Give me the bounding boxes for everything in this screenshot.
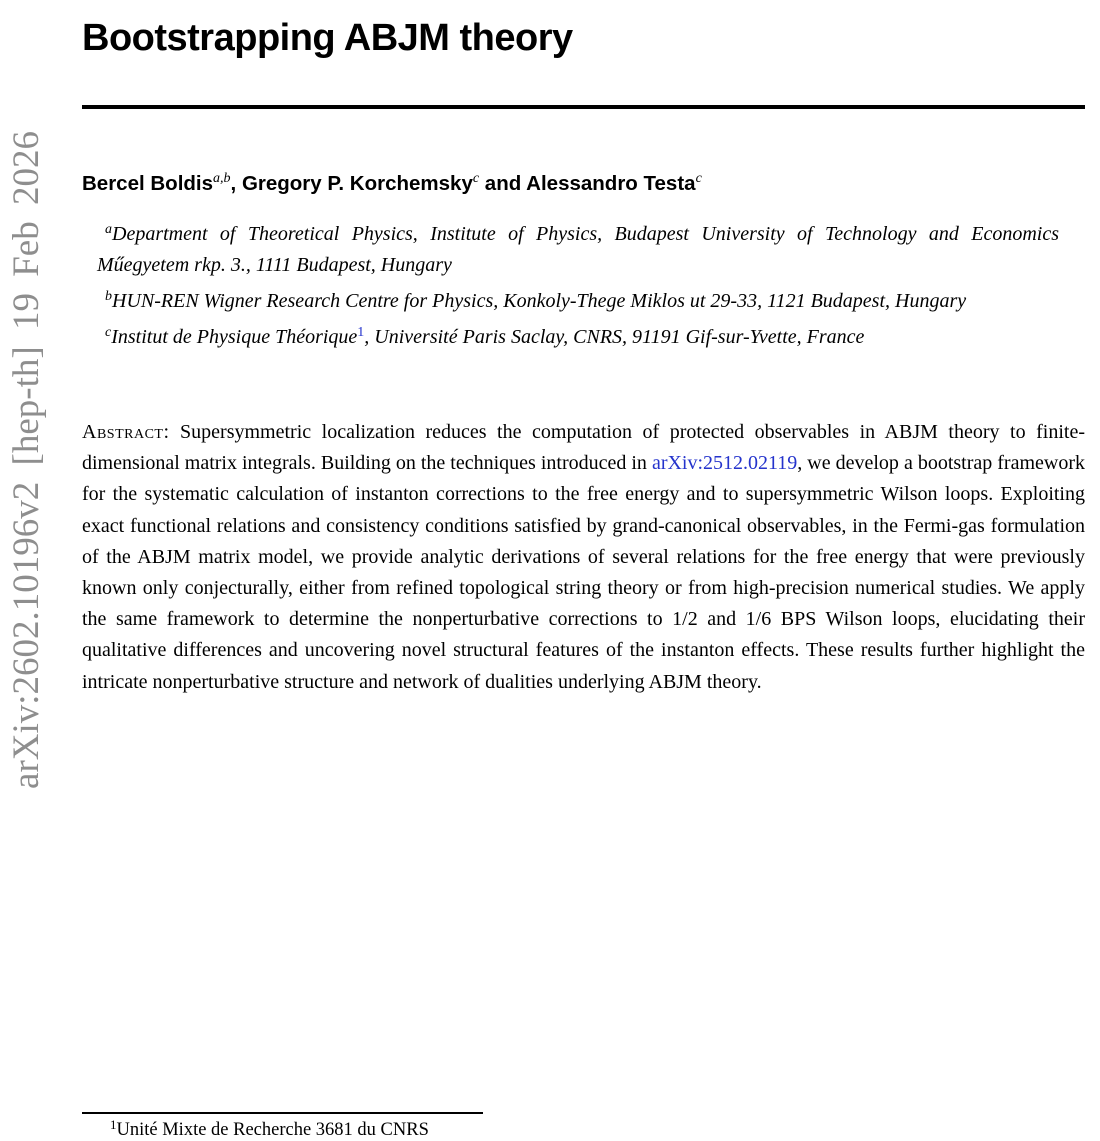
affiliation-text-a: Department of Theoretical Physics, Institute of Physics, Budapest University of Technology and Economics Műegyetem rkp. 3., 1111 Budapest, Hungary [97, 223, 1059, 276]
affiliation-text-c-after: , Université Paris Saclay, CNRS, 91191 Gif-sur-Yvette, France [364, 326, 865, 348]
author-line [82, 171, 702, 196]
author-name-2: Gregory P. Korchemsky [241, 172, 473, 195]
arxiv-watermark: arXiv:2602.10196v2 [hep-th] 19 Feb 2026 [6, 131, 47, 789]
affiliation-marker-c: c [105, 325, 112, 340]
paper-title: Bootstrapping ABJM theory [82, 17, 573, 60]
author-affil-sup-2: c [472, 171, 480, 186]
affiliation-list [97, 214, 1059, 353]
author-separator-1: , [230, 172, 242, 195]
author-affil-sup-3: c [695, 171, 702, 186]
abstract-paragraph [82, 417, 1085, 698]
author-separator-2: and [479, 172, 527, 195]
affiliation-c [97, 317, 1059, 353]
affiliation-b [97, 281, 1059, 317]
title-rule [82, 105, 1085, 109]
author-name-3: Alessandro Testa [526, 172, 696, 195]
affiliation-marker-a: a [105, 222, 112, 237]
footnote-marker: 1 [110, 1117, 117, 1132]
affiliation-text-b: HUN-REN Wigner Research Centre for Physics, Konkoly-Thege Miklos ut 29-33, 1121 Budapest, Hungary [112, 290, 967, 312]
author-affil-sup-1: a,b [213, 171, 231, 186]
affiliation-marker-b: b [105, 289, 112, 304]
abstract-text-before-link: Supersymmetric localization reduces the computation of protected observables in ABJM theory to finite-dimensional matrix integrals. Building on the techniques introduced in [82, 421, 1085, 475]
affiliation-text-c-before: Institut de Physique Théorique [111, 326, 358, 348]
footnote-ref-link[interactable]: 1 [357, 325, 365, 340]
footnote-rule [82, 1112, 483, 1114]
footnote [82, 1117, 1085, 1141]
abstract-text-after-link: , we develop a bootstrap framework for the systematic calculation of instanton corrections to the free energy and to supersymmetric Wilson loops. Exploiting exact functional relations and consistency conditions satisfied by grand-canonical observables, in the Fermi-gas formulation of the ABJM matrix model, we provide analytic derivations of several relations for the free energy that were previously known only conjecturally, either from refined topological string theory or from high-precision numerical studies. We apply the same framework to determine the nonperturbative corrections to 1/2 and 1/6 BPS Wilson loops, elucidating their qualitative differences and uncovering novel structural features of the instanton effects. These results further highlight the intricate nonperturbative structure and network of dualities underlying ABJM theory. [82, 452, 1085, 693]
arxiv-reference-link[interactable]: arXiv:2512.02119 [651, 452, 798, 475]
affiliation-a [97, 214, 1059, 281]
footnote-text: Unité Mixte de Recherche 3681 du CNRS [116, 1120, 429, 1140]
abstract-label: Abstract: [82, 421, 170, 443]
author-name-1: Bercel Boldis [82, 172, 214, 195]
